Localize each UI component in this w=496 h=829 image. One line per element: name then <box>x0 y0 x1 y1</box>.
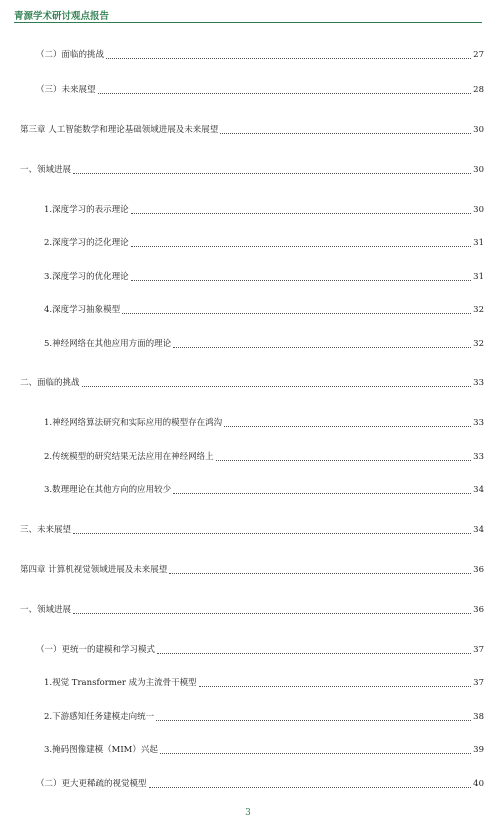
toc-entry[interactable] <box>44 339 484 350</box>
toc-entry-page: 27 <box>473 50 484 60</box>
toc-leader-dots <box>169 573 471 574</box>
toc-entry-page: 33 <box>473 418 484 428</box>
toc-entry[interactable] <box>20 125 484 136</box>
toc-entry-label: 3.深度学习的优化理论 <box>44 272 129 282</box>
toc-entry-page: 36 <box>473 565 484 575</box>
toc-leader-dots <box>131 280 472 281</box>
toc-entry-page: 32 <box>473 305 484 315</box>
toc-entry-label: 二、面临的挑战 <box>20 378 80 388</box>
page-number: 3 <box>245 808 251 818</box>
toc-leader-dots <box>131 246 472 247</box>
toc-entry[interactable] <box>44 305 484 316</box>
toc-entry-label: 3.掩码图像建模（MIM）兴起 <box>44 745 158 755</box>
toc-entry-label: 三、未来展望 <box>20 525 72 535</box>
toc-entry-page: 37 <box>473 645 484 655</box>
toc-entry[interactable] <box>36 50 484 61</box>
toc-leader-dots <box>149 787 472 788</box>
toc-entry-label: （三）未来展望 <box>36 85 96 95</box>
toc-entry-label: 第四章 计算机视觉领域进展及未来展望 <box>20 565 168 575</box>
toc-leader-dots <box>73 173 471 174</box>
toc-entry[interactable] <box>44 745 484 756</box>
toc-entry-label: 2.传统模型的研究结果无法应用在神经网络上 <box>44 452 214 462</box>
toc-leader-dots <box>216 460 472 461</box>
toc-leader-dots <box>160 753 471 754</box>
toc-entry-label: 1.深度学习的表示理论 <box>44 205 129 215</box>
toc-entry[interactable] <box>44 712 484 723</box>
toc-entry-page: 31 <box>473 238 484 248</box>
toc-leader-dots <box>199 686 472 687</box>
toc-entry-label: 第三章 人工智能数学和理论基础领域进展及未来展望 <box>20 125 219 135</box>
toc-entry-label: 5.神经网络在其他应用方面的理论 <box>44 339 172 349</box>
report-title: 青源学术研讨观点报告 <box>14 11 110 22</box>
toc-entry-label: 3.数理理论在其他方向的应用较少 <box>44 485 172 495</box>
toc-entry[interactable] <box>36 85 484 96</box>
report-header <box>14 4 482 23</box>
toc-entry-label: 一、领域进展 <box>20 605 72 615</box>
toc-entry-page: 31 <box>473 272 484 282</box>
toc-entry-label: 1.神经网络算法研究和实际应用的模型存在鸿沟 <box>44 418 223 428</box>
toc-leader-dots <box>73 533 471 534</box>
toc-entry-label: 2.深度学习的泛化理论 <box>44 238 129 248</box>
toc-entry-page: 37 <box>473 678 484 688</box>
toc-entry[interactable] <box>36 645 484 656</box>
toc-leader-dots <box>98 93 472 94</box>
toc-entry-label: 1.视觉 Transformer 成为主流骨干模型 <box>44 678 197 688</box>
toc-entry-page: 39 <box>473 745 484 755</box>
toc-leader-dots <box>106 58 471 59</box>
toc-leader-dots <box>224 426 471 427</box>
toc-entry[interactable] <box>36 779 484 790</box>
toc-entry[interactable] <box>44 272 484 283</box>
toc-entry-page: 34 <box>473 485 484 495</box>
toc-entry-page: 30 <box>473 165 484 175</box>
toc-leader-dots <box>82 386 472 387</box>
toc-leader-dots <box>157 653 471 654</box>
toc-leader-dots <box>173 493 471 494</box>
toc-leader-dots <box>220 133 471 134</box>
toc-entry-page: 38 <box>473 712 484 722</box>
toc-entry-page: 34 <box>473 525 484 535</box>
toc-entry[interactable] <box>20 605 484 616</box>
toc-entry-page: 33 <box>473 378 484 388</box>
toc-entry[interactable] <box>44 678 484 689</box>
toc-leader-dots <box>122 313 471 314</box>
toc-entry[interactable] <box>44 205 484 216</box>
toc-entry-label: 2.下游感知任务建模走向统一 <box>44 712 155 722</box>
toc-entry[interactable] <box>44 485 484 496</box>
toc-entry-label: 4.深度学习抽象模型 <box>44 305 121 315</box>
toc-entry[interactable] <box>44 238 484 249</box>
toc-entry-page: 40 <box>473 779 484 789</box>
toc-leader-dots <box>156 720 471 721</box>
toc-leader-dots <box>131 213 472 214</box>
toc-entry-page: 33 <box>473 452 484 462</box>
toc-entry[interactable] <box>20 378 484 389</box>
toc-entry[interactable] <box>44 452 484 463</box>
toc-entry[interactable] <box>44 418 484 429</box>
toc-entry-page: 28 <box>473 85 484 95</box>
toc-entry-label: 一、领域进展 <box>20 165 72 175</box>
toc-entry-label: （二）面临的挑战 <box>36 50 105 60</box>
toc-entry[interactable] <box>20 525 484 536</box>
toc-entry-page: 32 <box>473 339 484 349</box>
toc-leader-dots <box>73 613 471 614</box>
toc-entry-page: 36 <box>473 605 484 615</box>
toc-entry-label: （二）更大更稀疏的视觉模型 <box>36 779 147 789</box>
toc-entry-page: 30 <box>473 205 484 215</box>
toc-leader-dots <box>173 347 471 348</box>
toc-entry-page: 30 <box>473 125 484 135</box>
toc-entry[interactable] <box>20 565 484 576</box>
toc-entry[interactable] <box>20 165 484 176</box>
toc-entry-label: （一）更统一的建模和学习模式 <box>36 645 156 655</box>
